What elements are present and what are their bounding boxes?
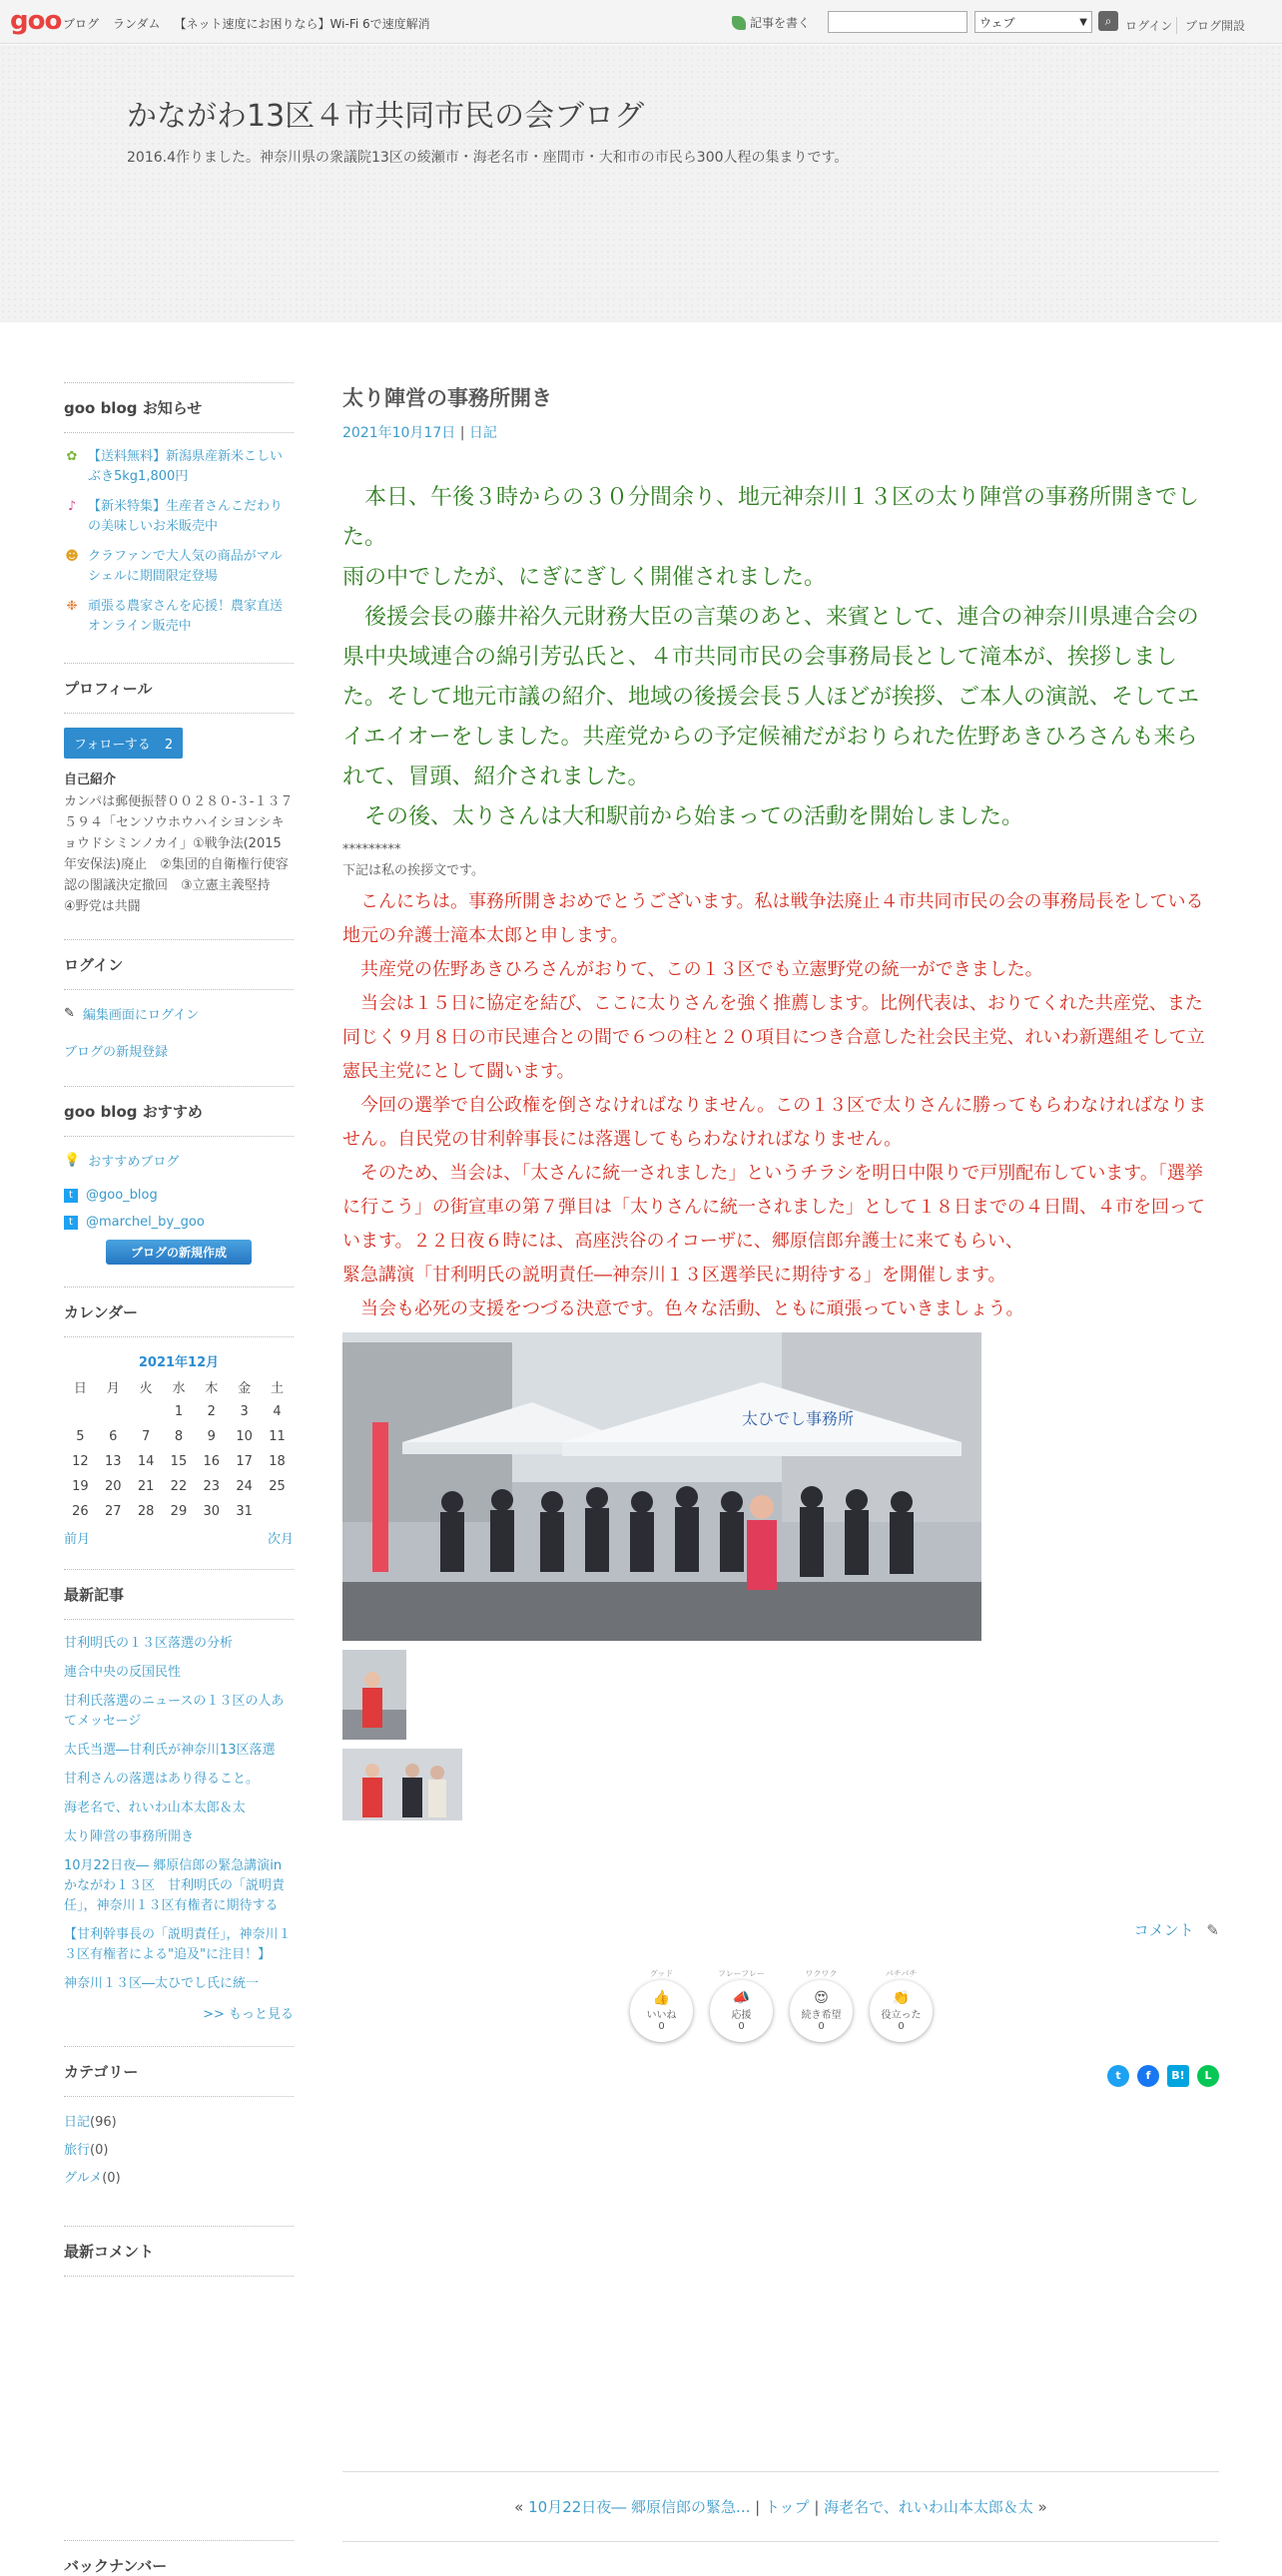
calendar-heading: カレンダー <box>64 1287 294 1337</box>
post-pager <box>342 2471 1219 2542</box>
reaction-helpful-button[interactable] <box>870 1969 933 2042</box>
calendar-day: 26 <box>72 1504 89 1519</box>
reaction-caption: ワクワク <box>805 1969 838 1978</box>
calendar-day: 13 <box>104 1454 122 1469</box>
twitter-icon: t <box>64 1189 78 1203</box>
search-scope-value: ウェブ <box>979 15 1015 30</box>
reaction-count: 0 <box>818 2021 825 2032</box>
comment-row[interactable] <box>342 1919 1219 1940</box>
category-link[interactable]: グルメ <box>64 2171 103 2186</box>
calendar-weekday: 火 <box>139 1381 153 1396</box>
recent-article-link[interactable]: 太氏当選―甘利氏が神奈川13区落選 <box>64 1743 276 1758</box>
calendar-day: 17 <box>236 1454 253 1469</box>
post-paragraph: 雨の中でしたが、にぎにぎしく開催されました。 <box>342 565 827 590</box>
calendar-day: 27 <box>104 1504 122 1519</box>
thumbs-up-icon: 👍 <box>652 1990 671 2006</box>
pen-icon <box>732 16 746 30</box>
search-button[interactable] <box>1098 11 1118 31</box>
reaction-label: 役立った <box>881 2010 922 2021</box>
recommend-blog-link[interactable]: おすすめブログ <box>88 1155 180 1170</box>
twitter-link-goo-blog[interactable]: @goo_blog <box>86 1188 158 1203</box>
login-link[interactable]: ログイン <box>1125 19 1173 33</box>
line-icon[interactable]: L <box>1197 2065 1219 2087</box>
more-articles-link[interactable]: >> もっと見る <box>203 2007 294 2022</box>
category-item[interactable] <box>64 2167 294 2186</box>
category-count: (0) <box>90 2143 109 2158</box>
recent-article-link[interactable]: 10月22日夜― 郷原信郎の緊急講演inかながわ１３区 甘利明氏の「説明責任」，神奈川１３区有権者に期待する <box>64 1858 286 1913</box>
pager-prev-link[interactable]: 10月22日夜― 郷原信郎の緊急... <box>528 2498 751 2516</box>
comment-link[interactable]: コメント <box>1133 1921 1194 1939</box>
blog-title[interactable]: かながわ13区４市共同市民の会ブログ <box>127 99 645 134</box>
follow-label: フォローする <box>74 738 151 753</box>
category-item[interactable] <box>64 2111 294 2130</box>
calendar-day: 11 <box>269 1429 286 1444</box>
recommend-blog-row[interactable] <box>64 1151 294 1170</box>
top-bar <box>0 0 1282 44</box>
reaction-count: 0 <box>738 2021 745 2032</box>
category-count: (96) <box>90 2115 117 2130</box>
notice-link[interactable]: 頑張る農家さんを応援！農家直送オンライン販売中 <box>88 599 284 634</box>
notice-link[interactable]: 【新米特集】生産者さんこだわりの美味しいお米販売中 <box>88 499 284 534</box>
calendar-day: 8 <box>174 1429 184 1444</box>
calendar-table <box>64 1374 294 1524</box>
recent-heading: 最新記事 <box>64 1569 294 1620</box>
post-paragraph: 後援会長の藤井裕久元財務大臣の言葉のあと、来賓として、連合の神奈川県連合会の県中央域連合の綿引芳弘氏と、４市共同市民の会事務局長として滝本が、挨拶しました。そして地元市議の紹介、地域の後援会長５人ほどが挨拶、ご本人の演説、そしてエイエイオーをしました。共産党からの予定候補だがおりられた佐野あきひろさんも来られて、冒頭、紹介されました。 <box>342 605 1200 789</box>
notice-item[interactable] <box>64 497 294 537</box>
calendar-next-month[interactable]: 次月 <box>267 1532 294 1547</box>
twitter-row[interactable] <box>64 1188 294 1203</box>
notice-heading: goo blog お知らせ <box>64 382 294 433</box>
calendar-day: 15 <box>170 1454 188 1469</box>
post-meta <box>342 422 1219 442</box>
calendar-weekday: 月 <box>106 1381 120 1396</box>
create-blog-button[interactable]: ブログの新規作成 <box>106 1240 252 1265</box>
login-heading: ログイン <box>64 939 294 990</box>
reaction-like-button[interactable] <box>630 1969 693 2042</box>
notice-link[interactable]: 【送料無料】新潟県産新米こしいぶき5kg1,800円 <box>88 449 284 484</box>
edit-login-row[interactable] <box>64 1004 294 1023</box>
profile-text: カンパは郵便振替００２８０-３-１３７５９４「センソウホウハイシヨンシキョウドシミンノカイ」①戦争法(2015年安保法)廃止 ②集団的自衛権行使容認の閣議決定撤回 ③立憲主義堅持 ④野党は共闘 <box>64 794 294 914</box>
profile-label: 自己紹介 <box>64 773 117 787</box>
nav-blog-link[interactable]: ブログ <box>63 17 100 31</box>
pager-separator: | <box>814 2498 820 2516</box>
blog-description: 2016.4作りました。神奈川県の衆議院13区の綾瀬市・海老名市・座間市・大和市の市民ら300人程の集まりです。 <box>127 150 849 166</box>
speech-paragraph: そのため、当会は、「太さんに統一されました」というチラシを明日中限りで戸別配布しています。「選挙に行こう」の街宣車の第７弾目は「太りさんに統一されました」として１８日までの４日間、４市を回っています。２２日夜６時には、高座渋谷のイコーザに、郷原信郎弁護士に来てもらい、 <box>342 1163 1205 1252</box>
pager-next-link[interactable]: 海老名で、れいわ山本太郎＆太 <box>824 2498 1033 2516</box>
reaction-caption: グッド <box>649 1969 674 1978</box>
calendar-day: 24 <box>236 1479 253 1494</box>
goo-logo[interactable]: goo <box>10 6 62 36</box>
search-input[interactable] <box>828 11 967 33</box>
edit-login-link[interactable]: 編集画面にログイン <box>82 1008 200 1023</box>
music-note-icon: ♪ <box>67 499 77 514</box>
calendar-day: 23 <box>203 1479 221 1494</box>
recent-article-link[interactable]: 海老名で、れいわ山本太郎＆太 <box>64 1801 246 1815</box>
facebook-icon[interactable]: f <box>1137 2065 1159 2087</box>
write-article-label: 記事を書く <box>750 16 811 30</box>
register-link[interactable]: ブログの新規登録 <box>64 1045 169 1060</box>
category-heading: カテゴリー <box>64 2046 294 2097</box>
post-date[interactable]: 2021年10月17日 <box>342 425 456 441</box>
follow-button[interactable] <box>64 728 183 759</box>
category-item[interactable] <box>64 2139 294 2158</box>
notice-item[interactable] <box>64 547 294 587</box>
calendar-day <box>130 1399 163 1424</box>
open-blog-link[interactable]: ブログ開設 <box>1176 17 1245 34</box>
main-content <box>342 382 1219 2516</box>
recent-article-link[interactable]: 甘利さんの落選はあり得ること。 <box>64 1772 260 1787</box>
search-icon: ⌕ <box>1104 14 1112 28</box>
post-paragraph: 本日、午後３時からの３０分間余り、地元神奈川１３区の太り陣営の事務所開きでした。 <box>342 485 1200 550</box>
twitter-icon[interactable]: t <box>1107 2065 1129 2087</box>
pencil-icon: ✎ <box>1206 1921 1219 1939</box>
calendar-day: 29 <box>170 1504 188 1519</box>
calendar-weekday: 金 <box>238 1381 252 1396</box>
meta-separator: | <box>459 425 469 441</box>
calendar-day: 30 <box>203 1504 221 1519</box>
speech-paragraph: 共産党の佐野あきひろさんがおりて、この１３区でも立憲野党の統一ができました。 <box>342 959 1043 980</box>
calendar-day: 9 <box>207 1429 216 1444</box>
calendar-day: 5 <box>76 1429 85 1444</box>
top-nav <box>63 15 430 32</box>
nav-random-link[interactable]: ランダム <box>113 17 161 31</box>
sidebar <box>64 382 294 2291</box>
calendar-day: 18 <box>269 1454 286 1469</box>
reaction-count: 0 <box>898 2021 905 2032</box>
calendar-day: 3 <box>240 1404 249 1419</box>
clap-icon: 👏 <box>892 1990 911 2006</box>
recent-article-link[interactable]: 【甘利幹事長の「説明責任」，神奈川１３区有権者による"追及"に注目！】 <box>64 1927 292 1962</box>
recent-article-link[interactable]: 甘利明氏の１３区落選の分析 <box>64 1636 234 1651</box>
reaction-label: 続き希望 <box>801 2010 842 2021</box>
heart-eyes-icon: 😍 <box>814 1990 829 2006</box>
category-link[interactable]: 旅行 <box>64 2143 91 2158</box>
calendar-day: 16 <box>203 1454 221 1469</box>
notice-link[interactable]: クラファンで大人気の商品がマルシェルに期間限定登場 <box>88 549 283 584</box>
category-count: (0) <box>102 2171 121 2186</box>
recent-article-link[interactable]: 神奈川１３区―太ひでし氏に統一 <box>64 1976 260 1991</box>
calendar-day: 21 <box>137 1479 155 1494</box>
profile-heading: プロフィール <box>64 663 294 714</box>
follow-count: 2 <box>164 738 174 753</box>
speech-paragraph: 緊急講演「甘利明氏の説明責任―神奈川１３区選挙民に期待する」を開催します。 <box>342 1265 1006 1286</box>
calendar-day: 28 <box>137 1504 155 1519</box>
office-opening-photo[interactable] <box>342 1332 981 1641</box>
calendar-day: 25 <box>269 1479 286 1494</box>
post-paragraph: その後、太りさんは大和駅前から始まっての活動を開始しました。 <box>342 804 1024 829</box>
calendar-day: 19 <box>72 1479 89 1494</box>
nav-ad-link[interactable]: 【ネット速度にお困りなら】Wi-Fi 6で速度解消 <box>174 17 430 31</box>
calendar-day: 14 <box>137 1454 155 1469</box>
twitter-link-marchel[interactable]: @marchel_by_goo <box>86 1215 205 1230</box>
twitter-icon: t <box>64 1216 78 1230</box>
lightbulb-icon: 💡 <box>64 1153 81 1168</box>
hatena-icon[interactable]: B! <box>1167 2065 1189 2087</box>
pencil-icon: ✎ <box>64 1006 75 1021</box>
speech-paragraph: 当会は１５日に協定を結び、ここに太りさんを強く推薦します。比例代表は、おりてくれた共産党、また同じく９月８日の市民連合との間で６つの柱と２０項目につき合意した社会民主党、れいわ新選組そして立憲民主党にとして闘います。 <box>342 993 1205 1082</box>
blog-header <box>0 45 1282 322</box>
chevron-down-icon: ▼ <box>1079 16 1087 28</box>
calendar-day: 1 <box>174 1404 184 1419</box>
calendar-month[interactable]: 2021年12月 <box>138 1355 220 1370</box>
post-divider-stars: ********* <box>342 842 401 857</box>
calendar-day: 4 <box>273 1404 282 1419</box>
megaphone-icon: 📣 <box>732 1990 751 2006</box>
pager-top-link[interactable]: トップ <box>764 2498 810 2516</box>
recent-article-link[interactable]: 太り陣営の事務所開き <box>64 1829 195 1844</box>
character-icon: ☻ <box>65 549 79 564</box>
write-article-button[interactable] <box>732 14 810 31</box>
calendar-day <box>261 1499 294 1524</box>
calendar-day: 7 <box>141 1429 151 1444</box>
calendar-day: 12 <box>72 1454 89 1469</box>
category-link[interactable]: 日記 <box>64 2115 91 2130</box>
recent-article-link[interactable]: 連合中央の反国民性 <box>64 1665 182 1680</box>
recent-article-link[interactable]: 甘利氏落選のニュースの１３区の人あてメッセージ <box>64 1694 285 1729</box>
register-row[interactable] <box>64 1041 294 1060</box>
rice-icon: ✿ <box>66 449 78 464</box>
reaction-caption: フレーフレー <box>718 1969 765 1978</box>
calendar-weekday: 水 <box>172 1381 186 1396</box>
reaction-cheer-button[interactable] <box>710 1969 773 2042</box>
post-title[interactable]: 太り陣営の事務所開き <box>342 386 552 410</box>
reaction-caption: パチパチ <box>885 1969 918 1978</box>
reaction-buttons <box>630 1969 933 2042</box>
calendar-day: 10 <box>236 1429 253 1444</box>
calendar-day <box>97 1399 130 1424</box>
reaction-more-button[interactable] <box>790 1969 853 2042</box>
search-scope-select[interactable] <box>974 11 1092 33</box>
speech-paragraph: 今回の選挙で自公政権を倒さなければなりません。この１３区で太りさんに勝ってもらわなければなりません。自民党の甘利幹事長には落選してもらわなければなりません。 <box>342 1095 1207 1150</box>
pager-next-arrow: » <box>1037 2498 1047 2516</box>
calendar-day <box>64 1399 97 1424</box>
reaction-count: 0 <box>658 2021 665 2032</box>
reaction-label: いいね <box>646 2010 677 2021</box>
post-category[interactable]: 日記 <box>468 425 497 441</box>
pager-separator: | <box>755 2498 761 2516</box>
photo-thumbnail[interactable] <box>342 1650 406 1740</box>
speech-paragraph: 当会も必死の支援をつづる決意です。色々な活動、ともに頑張っていきましょう。 <box>342 1298 1024 1319</box>
calendar-day: 31 <box>236 1504 253 1519</box>
tent-banner: 太ひでし事務所 <box>742 1409 855 1428</box>
calendar-prev-month[interactable]: 前月 <box>64 1532 91 1547</box>
calendar-weekday: 日 <box>73 1381 87 1396</box>
calendar-weekday: 木 <box>205 1381 219 1396</box>
calendar-day: 22 <box>170 1479 188 1494</box>
calendar-nav <box>64 1528 294 1547</box>
reaction-label: 応援 <box>731 2010 752 2021</box>
speech-paragraph: こんにちは。事務所開きおめでとうございます。私は戦争法廃止４市共同市民の会の事務局長をしている地元の弁護士滝本太郎と申します。 <box>342 891 1204 946</box>
post-note: 下記は私の挨拶文です。 <box>342 863 484 878</box>
calendar-day: 6 <box>109 1429 118 1444</box>
share-buttons <box>1107 2065 1219 2087</box>
calendar-day: 2 <box>207 1404 216 1419</box>
photo-thumbnail[interactable] <box>342 1749 462 1820</box>
notice-item[interactable] <box>64 597 294 637</box>
twitter-row[interactable] <box>64 1215 294 1230</box>
pager-prev-arrow: « <box>514 2498 524 2516</box>
comments-heading: 最新コメント <box>64 2226 294 2277</box>
calendar-day: 20 <box>104 1479 122 1494</box>
notice-item[interactable] <box>64 447 294 487</box>
flower-icon: ❉ <box>66 599 78 614</box>
backnumber-heading: バックナンバー <box>64 2540 294 2576</box>
calendar-weekday: 土 <box>271 1381 285 1396</box>
recommend-heading: goo blog おすすめ <box>64 1086 294 1137</box>
